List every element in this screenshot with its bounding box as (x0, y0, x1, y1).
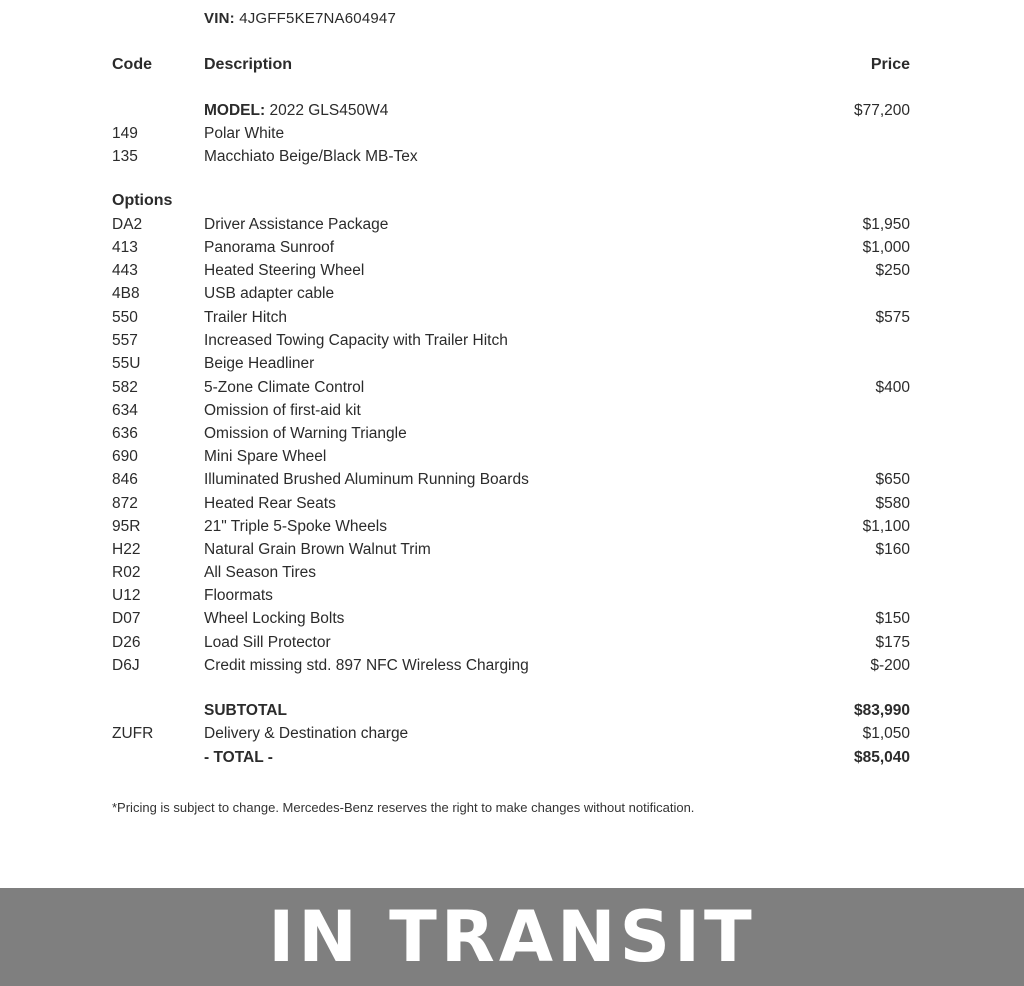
row-description: Omission of first-aid kit (204, 402, 361, 419)
row-description (204, 100, 388, 122)
row-description: Load Sill Protector (204, 634, 331, 651)
upholstery-row (0, 146, 1024, 168)
option-row (0, 539, 1024, 561)
option-row (0, 446, 1024, 468)
row-code: 550 (112, 309, 138, 326)
option-row (0, 283, 1024, 305)
total-label: - TOTAL - (204, 749, 273, 766)
row-description: USB adapter cable (204, 285, 335, 302)
row-description: Panorama Sunroof (204, 239, 335, 256)
total-value: $85,040 (853, 749, 910, 766)
total-row (0, 747, 1024, 769)
row-code: 413 (112, 239, 138, 256)
row-price: $150 (875, 610, 910, 627)
row-description: All Season Tires (204, 564, 316, 581)
column-header-price: Price (870, 56, 910, 73)
vin-label: VIN: (204, 10, 235, 27)
row-code: DA2 (112, 216, 143, 233)
option-row (0, 214, 1024, 236)
delivery-label: Delivery & Destination charge (204, 725, 409, 742)
status-banner (0, 888, 1024, 986)
row-code: D07 (112, 610, 141, 627)
row-description: Credit missing std. 897 NFC Wireless Charging (204, 657, 529, 674)
row-description: Increased Towing Capacity with Trailer Hitch (204, 332, 508, 349)
row-price: $77,200 (853, 102, 910, 119)
vin-value: 4JGFF5KE7NA604947 (239, 10, 397, 27)
option-row (0, 493, 1024, 515)
status-banner-text: IN TRANSIT (268, 896, 756, 978)
row-price: $580 (875, 495, 910, 512)
row-code: 55U (112, 355, 141, 372)
row-description: Illuminated Brushed Aluminum Running Boards (204, 471, 529, 488)
pricing-disclaimer: *Pricing is subject to change. Mercedes-Benz reserves the right to make changes without notification. (112, 800, 695, 815)
row-description: 5-Zone Climate Control (204, 379, 365, 396)
row-code: 4B8 (112, 285, 140, 302)
row-price: $1,000 (862, 239, 910, 256)
column-header-description: Description (204, 56, 293, 73)
row-code: 95R (112, 518, 141, 535)
row-code: 135 (112, 148, 138, 165)
row-price: $160 (875, 541, 910, 558)
delivery-value: $1,050 (862, 725, 910, 742)
row-code: D26 (112, 634, 141, 651)
row-code: 443 (112, 262, 138, 279)
column-header-row (0, 56, 1024, 76)
option-row (0, 562, 1024, 584)
color-row (0, 123, 1024, 145)
row-code: R02 (112, 564, 141, 581)
option-row (0, 353, 1024, 375)
row-description: Polar White (204, 125, 285, 142)
row-price: $400 (875, 379, 910, 396)
row-price: $-200 (870, 657, 910, 674)
row-code: 582 (112, 379, 138, 396)
row-code: 636 (112, 425, 138, 442)
row-price: $250 (875, 262, 910, 279)
row-description: Mini Spare Wheel (204, 448, 327, 465)
option-row (0, 655, 1024, 677)
option-row (0, 330, 1024, 352)
model-row (0, 100, 1024, 122)
row-description: Wheel Locking Bolts (204, 610, 345, 627)
option-row (0, 585, 1024, 607)
row-price: $1,100 (862, 518, 910, 535)
option-row (0, 423, 1024, 445)
delivery-code: ZUFR (112, 725, 154, 742)
row-description: Omission of Warning Triangle (204, 425, 407, 442)
options-section-title: Options (112, 192, 173, 209)
row-code: 557 (112, 332, 138, 349)
column-header-code: Code (112, 56, 152, 73)
row-code: 872 (112, 495, 138, 512)
row-description: Heated Rear Seats (204, 495, 336, 512)
delivery-row (0, 723, 1024, 745)
row-code: 634 (112, 402, 138, 419)
option-row (0, 400, 1024, 422)
row-price: $1,950 (862, 216, 910, 233)
row-price: $650 (875, 471, 910, 488)
model-value: 2022 GLS450W4 (269, 102, 389, 119)
row-description: Beige Headliner (204, 355, 315, 372)
row-code: D6J (112, 657, 140, 674)
vin-line (204, 10, 396, 27)
row-code: H22 (112, 541, 141, 558)
row-description: Heated Steering Wheel (204, 262, 365, 279)
row-description: Natural Grain Brown Walnut Trim (204, 541, 431, 558)
option-row (0, 608, 1024, 630)
subtotal-label: SUBTOTAL (204, 702, 287, 719)
row-description: Driver Assistance Package (204, 216, 389, 233)
row-code: 846 (112, 471, 138, 488)
row-code: 690 (112, 448, 138, 465)
model-label: MODEL: (204, 102, 266, 119)
option-row (0, 632, 1024, 654)
option-row (0, 237, 1024, 259)
subtotal-row (0, 700, 1024, 722)
subtotal-value: $83,990 (853, 702, 910, 719)
option-row (0, 516, 1024, 538)
option-row (0, 260, 1024, 282)
row-description: 21" Triple 5-Spoke Wheels (204, 518, 387, 535)
option-row (0, 377, 1024, 399)
row-code: 149 (112, 125, 138, 142)
row-price: $175 (875, 634, 910, 651)
option-row (0, 307, 1024, 329)
row-description: Trailer Hitch (204, 309, 287, 326)
row-description: Floormats (204, 587, 273, 604)
row-price: $575 (875, 309, 910, 326)
row-description: Macchiato Beige/Black MB-Tex (204, 148, 418, 165)
row-code: U12 (112, 587, 141, 604)
option-row (0, 469, 1024, 491)
